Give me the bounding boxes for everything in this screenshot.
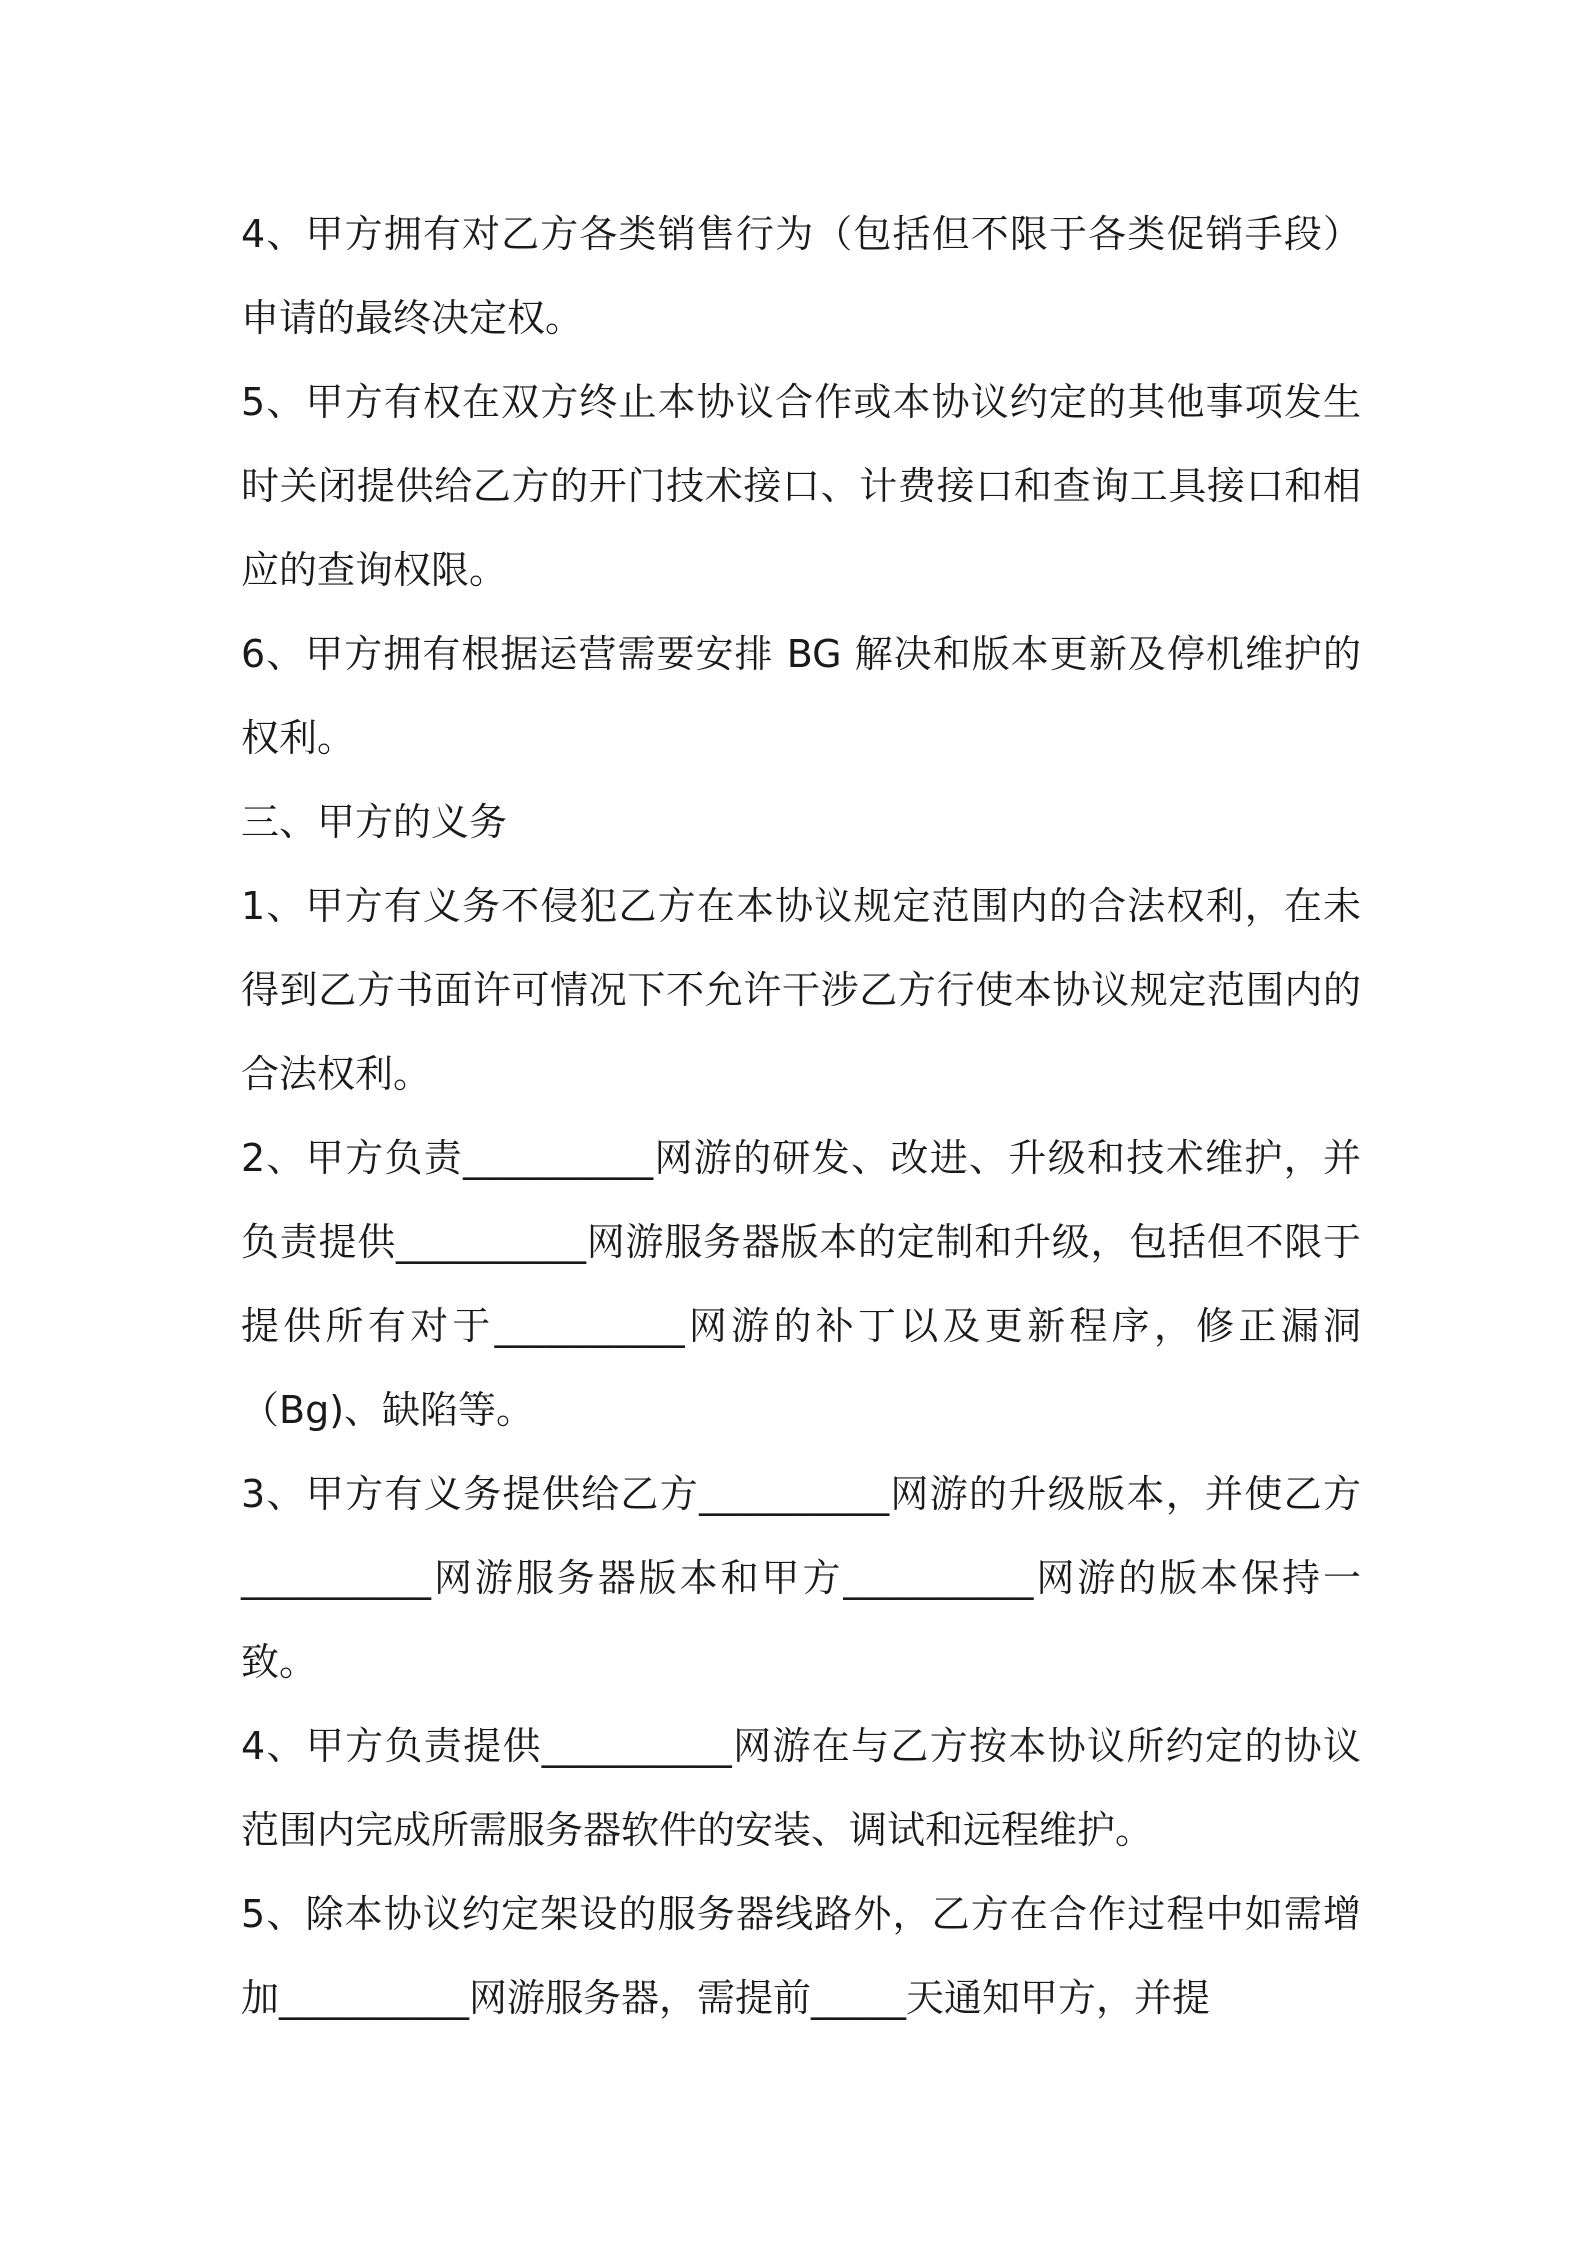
clause-a-4-final-decision-right: 4、甲方拥有对乙方各类销售行为（包括但不限于各类促销手段）申请的最终决定权。: [241, 212, 1361, 340]
document-body: [241, 192, 1361, 2040]
clause-b-3-upgrade-version: 3、甲方有义务提供给乙方__________网游的升级版本，并使乙方__________网游服务器版本和甲方__________网游的版本保持一致。: [241, 1472, 1361, 1684]
clause-b-4-server-software: 4、甲方负责提供__________网游在与乙方按本协议所约定的协议范围内完成所需服务器软件的安装、调试和远程维护。: [241, 1724, 1361, 1852]
clause-b-2-development: 2、甲方负责__________网游的研发、改进、升级和技术维护，并负责提供__________网游服务器版本的定制和升级，包括但不限于提供所有对于__________网游的补丁以及更新程序，修正漏洞（Bg)、缺陷等。: [241, 1136, 1361, 1432]
clause-a-6-maintenance-right: 6、甲方拥有根据运营需要安排 BG 解决和版本更新及停机维护的权利。: [241, 632, 1361, 760]
section-heading-party-a-obligations: 三、甲方的义务: [241, 800, 508, 844]
clause-b-5-additional-servers: 5、除本协议约定架设的服务器线路外，乙方在合作过程中如需增加__________网游服务器，需提前_____天通知甲方，并提: [241, 1892, 1361, 2020]
clause-b-1-no-infringement: 1、甲方有义务不侵犯乙方在本协议规定范围内的合法权利，在未得到乙方书面许可情况下不允许干涉乙方行使本协议规定范围内的合法权利。: [241, 884, 1361, 1096]
clause-a-5-close-interfaces: 5、甲方有权在双方终止本协议合作或本协议约定的其他事项发生时关闭提供给乙方的开门技术接口、计费接口和查询工具接口和相应的查询权限。: [241, 380, 1361, 592]
